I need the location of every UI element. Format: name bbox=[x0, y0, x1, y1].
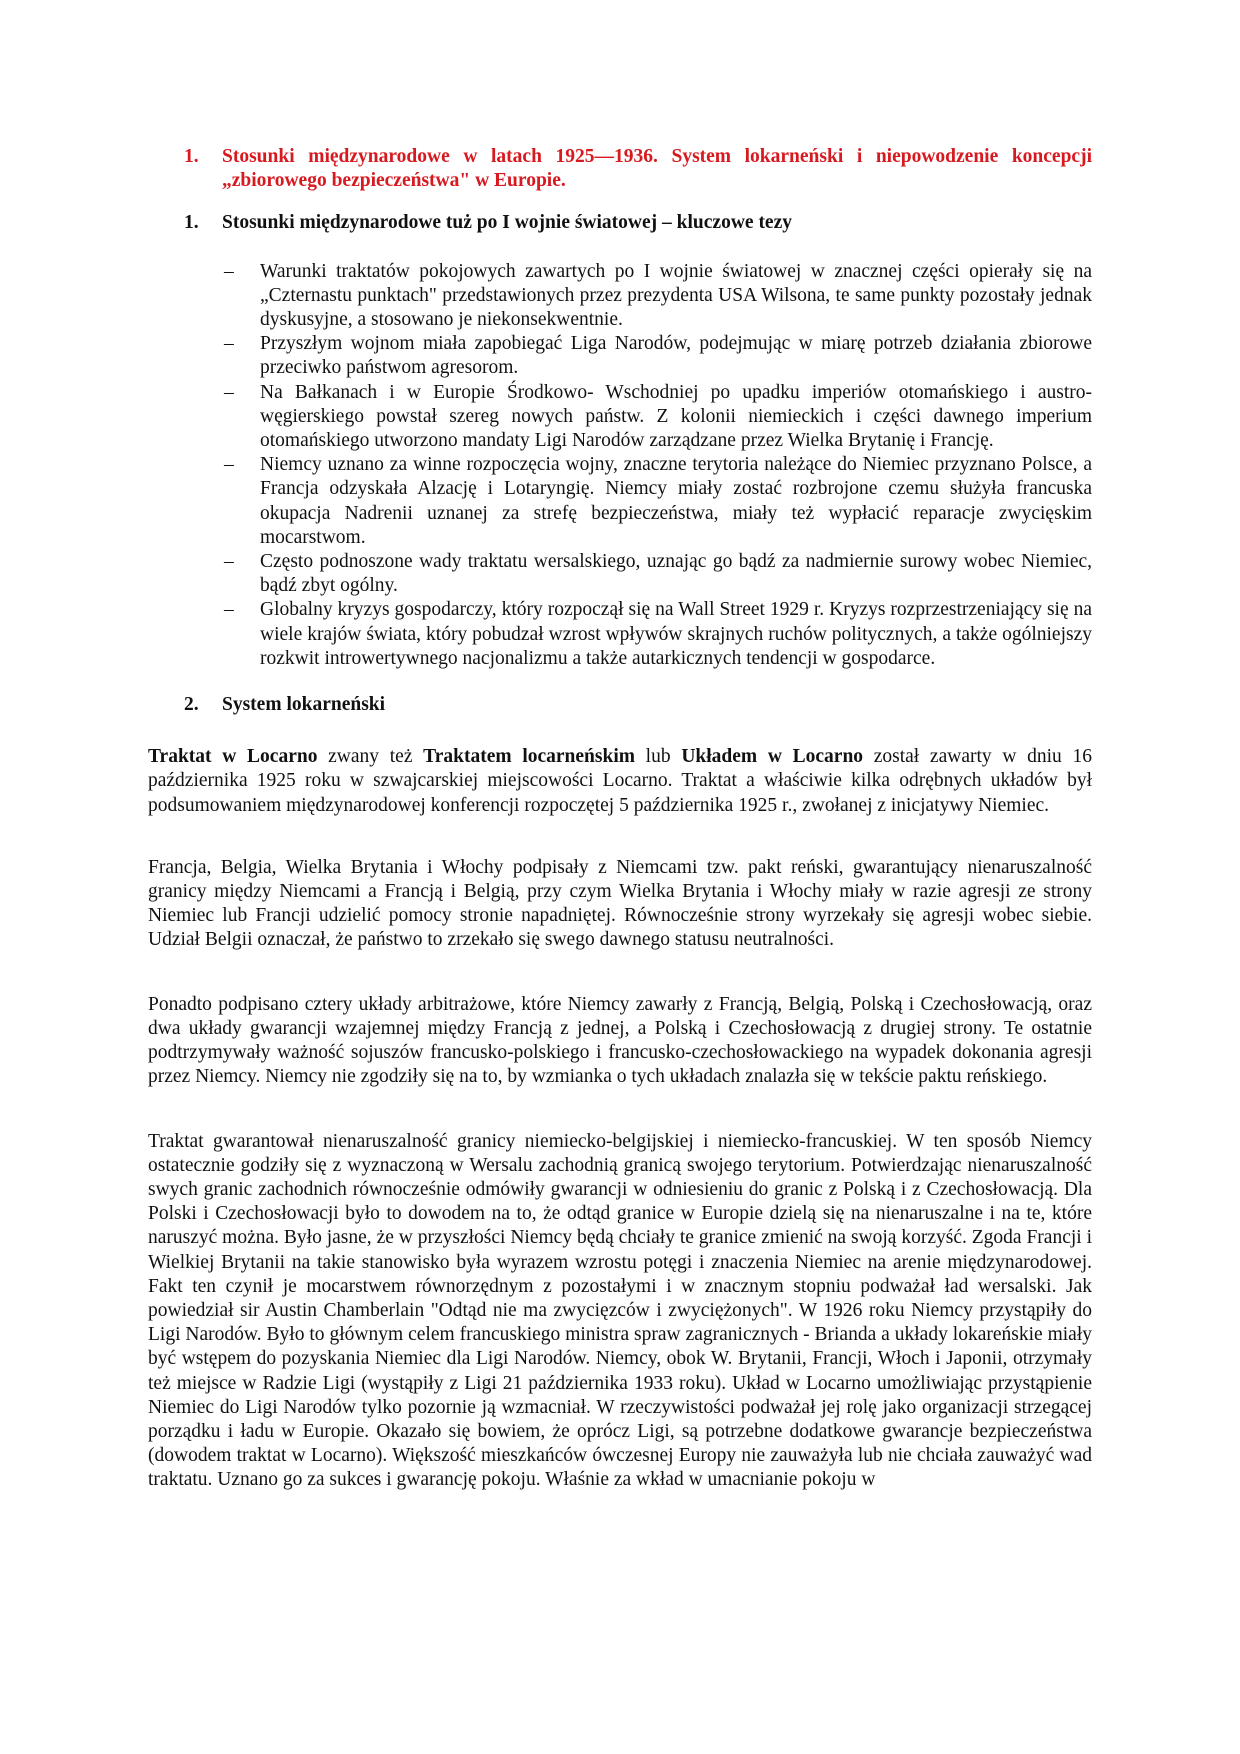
list-item-text: Warunki traktatów pokojowych zawartych po I wojnie światowej w znacznej części opierały się na „Czternastu punktach" przedstawionych przez prezydenta USA Wilsona, te same punkty pozostały jednak dyskusyjne, a stosowano je niekonsekwentnie. bbox=[260, 260, 1092, 331]
list-item bbox=[148, 453, 1092, 550]
list-item-text: Niemcy uznano za winne rozpoczęcia wojny, znaczne terytoria należące do Niemiec przyznano Polsce, a Francja odzyskała Alzację i Lotaryngię. Niemcy miały zostać rozbrojone czemu służyła francuska okupacja Nadrenii uznanej za strefę bezpieczeństwa, miały też wypłacić reparacje zwycięskim mocarstwom. bbox=[260, 454, 1092, 548]
main-heading bbox=[148, 145, 1092, 193]
bold-term: Układem w Locarno bbox=[681, 746, 864, 768]
list-item bbox=[148, 332, 1092, 380]
paragraph-arbitration: Ponadto podpisano cztery układy arbitrażowe, które Niemcy zawarły z Francją, Belgią, Polską i Czechosłowacją, oraz dwa układy gwarancji wzajemnej między Francją z jednej, a Polską i Czechosłowacją z drugiej strony. Te ostatnie podtrzymywały ważność sojuszów francusko-polskiego i francusko-czechosłowackiego na wypadek dokonania agresji przez Niemcy. Niemcy nie zgodziły się na to, by wzmianka o tych układach znalazła się w tekście paktu reńskiego. bbox=[148, 993, 1092, 1088]
document-page bbox=[148, 145, 1092, 1517]
text-run: został zawarty w dniu 16 października 1925 roku w szwajcarskiej miejscowości Locarno. Traktat a właściwie kilka odrębnych układów był podsumowaniem międzynarodowej konferencji rozpoczętej 5 października 1925 r., zwołanej z inicjatywy Niemiec. bbox=[148, 746, 1092, 816]
bold-term: Traktatem locarneńskim bbox=[423, 746, 635, 768]
dash-bullet: – bbox=[224, 599, 234, 621]
dash-bullet: – bbox=[224, 551, 234, 573]
paragraph-consequences: Traktat gwarantował nienaruszalność granicy niemiecko-belgijskiej i niemiecko-francuskiej. W ten sposób Niemcy ostatecznie godziły się z wyznaczoną w Wersalu zachodnią granicą swojego terytorium. Potwierdzając nienaruszalność swych granic zachodnich równocześnie odmówiły gwarancji w odniesieniu do granic z Polską i z Czechosłowacją. Dla Polski i Czechosłowacji było to dowodem na to, że odtąd granice w Europie dzielą się na nienaruszalne i na te, które naruszyć można. Było jasne, że w przyszłości Niemcy będą chciały te granice zmienić na swoją korzyść. Zgoda Francji i Wielkiej Brytanii na takie stanowisko była wyrazem wzrostu potęgi i znaczenia Niemiec na arenie międzynarodowej. Fakt ten czynił je mocarstwem równorzędnym z pozostałymi i w znacznym stopniu podważał ład wersalski. Jak powiedział sir Austin Chamberlain "Odtąd nie ma zwycięzców i zwyciężonych". W 1926 roku Niemcy przystąpiły do Ligi Narodów. Było to głównym celem francuskiego ministra spraw zagranicznych - Brianda a układy lokareńskie miały być wstępem do pozyskania Niemiec dla Ligi Narodów. Niemcy, obok W. Brytanii, Francji, Włoch i Japonii, otrzymały też miejsce w Radzie Ligi (wystąpiły z Ligi 21 października 1933 roku). Układ w Locarno umożliwiając przystąpienie Niemiec do Ligi Narodów tylko pozornie ją wzmacniał. W rzeczywistości podważał jej rolę jako organizacji strzegącej porządku i ładu w Europie. Okazało się bowiem, że oprócz Ligi, są potrzebne dodatkowe gwarancje bezpieczeństwa (dowodem traktat w Locarno). Większość mieszkańców ówczesnej Europy nie zauważyła lub nie chciała zauważyć wad traktatu. Uznano go za sukces i gwarancję pokoju. Właśnie za wkład w umacnianie pokoju w bbox=[148, 1130, 1092, 1491]
list-item-text: Na Bałkanach i w Europie Środkowo- Wschodniej po upadku imperiów otomańskiego i austro-węgierskiego powstał szereg nowych państw. Z kolonii niemieckich i części dawnego imperium otomańskiego utworzono mandaty Ligi Narodów zarządzane przez Wielka Brytanię i Francję. bbox=[260, 381, 1092, 452]
list-item-text: Przyszłym wojnom miała zapobiegać Liga Narodów, podejmując w miarę potrzeb działania zbiorowe przeciwko państwom agresorom. bbox=[260, 333, 1092, 379]
list-item bbox=[148, 598, 1092, 671]
section-1-title: Stosunki międzynarodowe tuż po I wojnie światowej – kluczowe tezy bbox=[222, 212, 792, 234]
main-heading-number: 1. bbox=[184, 146, 199, 167]
main-heading-text: Stosunki międzynarodowe w latach 1925—1936. System lokarneński i niepowodzenie koncepcji „zbiorowego bezpieczeństwa" w Europie. bbox=[222, 146, 1092, 192]
list-item bbox=[148, 260, 1092, 333]
section-2-heading bbox=[148, 693, 1092, 717]
paragraph-rhine-pact: Francja, Belgia, Wielka Brytania i Włochy podpisały z Niemcami tzw. pakt reński, gwarantujący nienaruszalność granicy między Niemcami a Francją i Belgią, przy czym Wielka Brytania i Włochy miały w razie agresji ze strony Niemiec lub Francji udzielić pomocy stronie napadniętej. Równocześnie strony wyrzekały się agresji wobec siebie. Udział Belgii oznaczał, że państwo to zrzekało się swego dawnego statusu neutralności. bbox=[148, 856, 1092, 951]
section-1-number: 1. bbox=[184, 212, 199, 234]
text-run: zwany też bbox=[317, 746, 424, 768]
dash-bullet: – bbox=[224, 381, 234, 403]
dash-bullet: – bbox=[224, 454, 234, 476]
bold-term: Traktat w Locarno bbox=[148, 746, 318, 768]
paragraph-locarno-intro bbox=[148, 745, 1092, 818]
section-2-title: System lokarneński bbox=[222, 694, 386, 716]
key-theses-list bbox=[148, 260, 1092, 671]
list-item-text: Często podnoszone wady traktatu wersalskiego, uznając go bądź za nadmiernie surowy wobec Niemiec, bądź zbyt ogólny. bbox=[260, 551, 1092, 597]
section-2-number: 2. bbox=[184, 694, 199, 716]
section-1-heading bbox=[148, 211, 1092, 235]
dash-bullet: – bbox=[224, 260, 234, 282]
dash-bullet: – bbox=[224, 333, 234, 355]
list-item bbox=[148, 381, 1092, 454]
text-run: lub bbox=[634, 746, 682, 768]
list-item-text: Globalny kryzys gospodarczy, który rozpoczął się na Wall Street 1929 r. Kryzys rozprzestrzeniający się na wiele krajów świata, który pobudzał wzrost wpływów skrajnych ruchów politycznych, a także ogólniejszy rozkwit introwertywnego nacjonalizmu a także autarkicznych tendencji w gospodarce. bbox=[260, 599, 1092, 669]
list-item bbox=[148, 550, 1092, 598]
